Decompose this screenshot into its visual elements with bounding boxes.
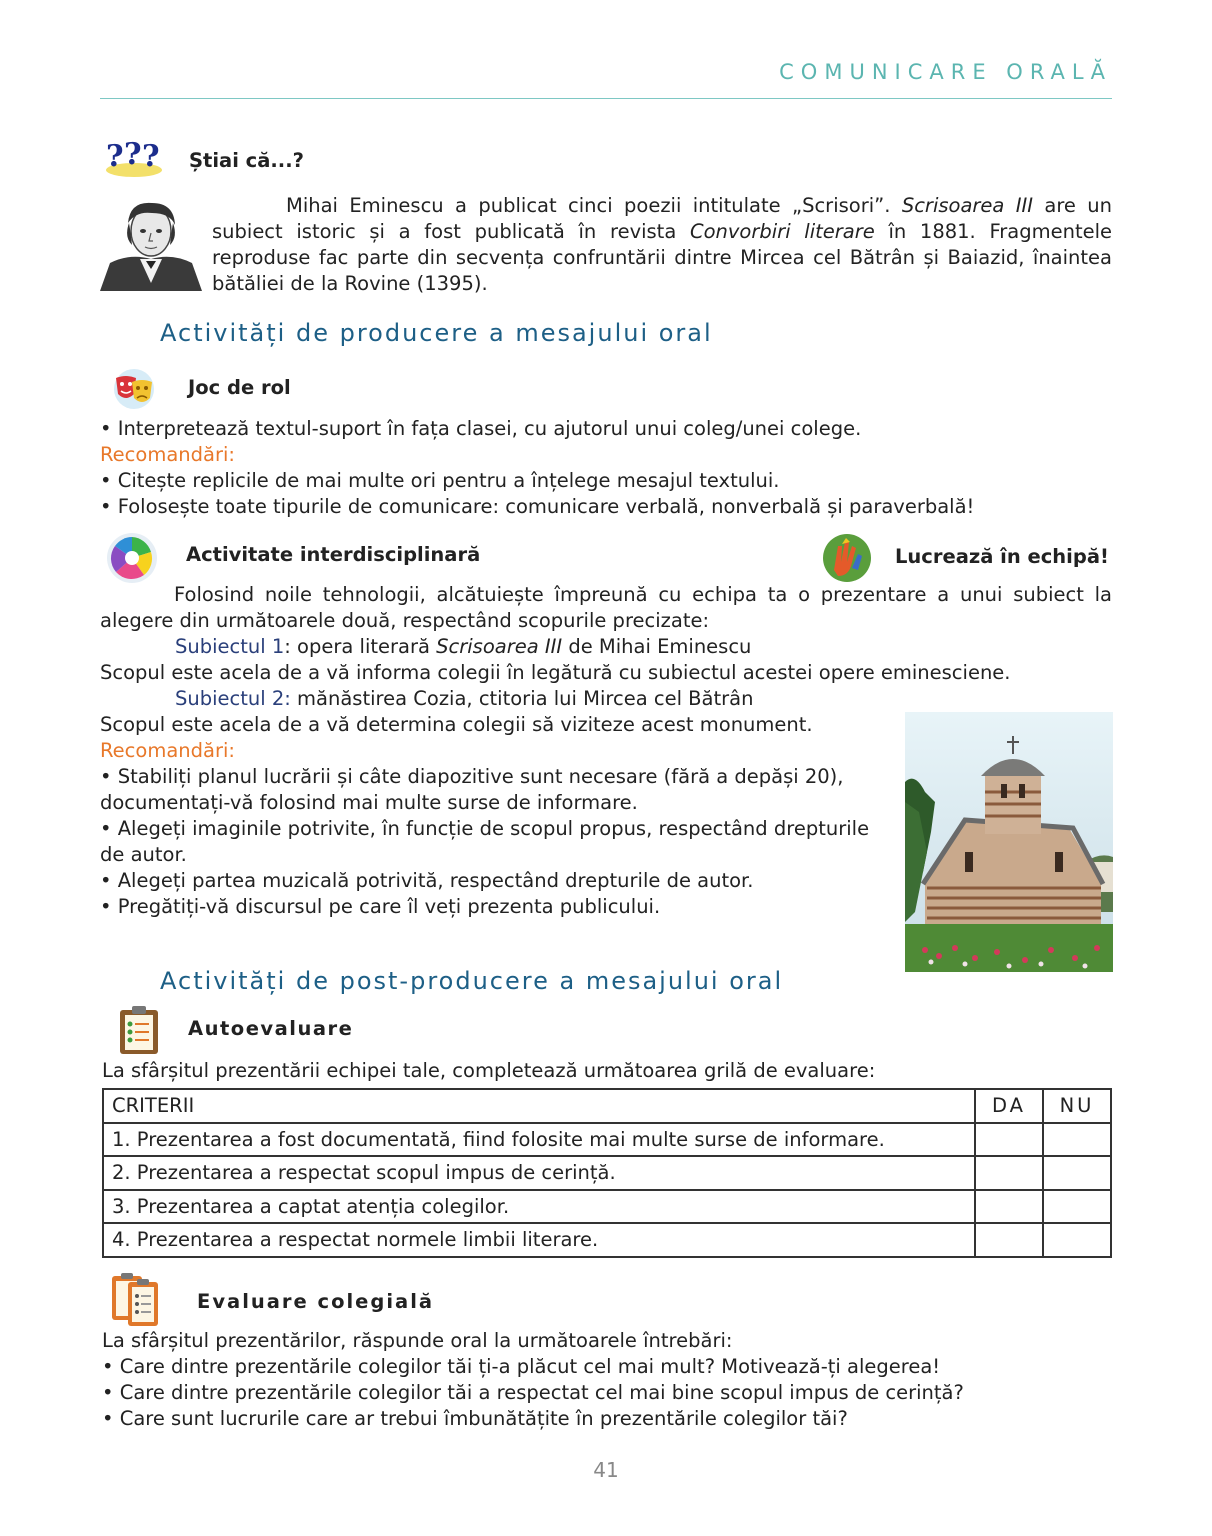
interdisciplinary-title: Activitate interdisciplinară <box>186 543 481 566</box>
table-header-criteria: CRITERII <box>103 1089 975 1123</box>
clipboard-checklist-icon <box>118 1004 160 1056</box>
criterion-cell: 3. Prezentarea a captat atenția colegilor. <box>103 1190 975 1224</box>
theatre-masks-icon <box>110 368 158 410</box>
interdisciplinary-recommendations <box>100 712 895 920</box>
joc-bullet: • Interpretează textul-suport în fața clasei, cu ajutorul unui coleg/unei colege. <box>100 417 862 440</box>
svg-text:?: ? <box>142 139 160 174</box>
da-checkbox-cell[interactable] <box>975 1123 1043 1157</box>
autoevaluare-title: Autoevaluare <box>188 1017 354 1040</box>
list-item: • Pregătiți-vă discursul pe care îl veți prezenta publicului. <box>100 895 661 918</box>
evaluare-colegiala-title: Evaluare colegială <box>197 1290 435 1313</box>
table-header-da: DA <box>975 1089 1043 1123</box>
stiai-paragraph: Mihai Eminescu a publicat cinci poezii intitulate „Scrisori”. Scrisoarea III are un subiect istoric și a fost publicată în revista Convorbiri literare în 1881. Fragmentele reproduse fac parte din secvența confruntării dintre Mircea cel Bătrân și Baiazid, înaintea bătăliei de la Rovine (1395). <box>212 194 1113 295</box>
page-number: 41 <box>593 1458 619 1482</box>
table-row <box>103 1223 1111 1257</box>
nu-checkbox-cell[interactable] <box>1043 1223 1111 1257</box>
subject-1: Subiectul 1: opera literară Scrisoarea III de Mihai Eminescu <box>175 635 752 658</box>
criterion-cell: 2. Prezentarea a respectat scopul impus de cerință. <box>103 1156 975 1190</box>
joc-de-rol-title: Joc de rol <box>188 376 291 399</box>
nu-checkbox-cell[interactable] <box>1043 1156 1111 1190</box>
evaluation-grid <box>102 1088 1112 1258</box>
list-item: • Citește replicile de mai multe ori pentru a înțelege mesajul textului. <box>100 469 780 492</box>
table-row <box>103 1156 1111 1190</box>
recommendations-label: Recomandări: <box>100 739 235 762</box>
criterion-cell: 4. Prezentarea a respectat normele limbii literare. <box>103 1223 975 1257</box>
recommendations-label: Recomandări: <box>100 443 235 466</box>
team-work-title: Lucrează în echipă! <box>895 545 1109 568</box>
section-title-producere: Activități de producere a mesajului oral <box>160 319 713 347</box>
list-item: • Care dintre prezentările colegilor tăi a respectat cel mai bine scopul impus de cerință? <box>102 1381 964 1404</box>
table-row <box>103 1190 1111 1224</box>
colegiala-intro: La sfârșitul prezentărilor, răspunde oral la următoarele întrebări: <box>102 1329 733 1352</box>
da-checkbox-cell[interactable] <box>975 1156 1043 1190</box>
evaluare-colegiala-block <box>102 1328 1112 1432</box>
header-divider <box>100 98 1112 99</box>
double-clipboard-icon <box>110 1272 162 1328</box>
nu-checkbox-cell[interactable] <box>1043 1123 1111 1157</box>
intro-paragraph: Folosind noile tehnologii, alcătuiește împreună cu echipa ta o prezentare a unui subiect la alegere din următoarele două, respectând scopurile precizate: <box>100 583 1112 632</box>
list-item: • Alegeți partea muzicală potrivită, respectând drepturile de autor. <box>100 869 754 892</box>
criterion-cell: 1. Prezentarea a fost documentată, fiind folosite mai multe surse de informare. <box>103 1123 975 1157</box>
question-marks-icon <box>104 134 164 178</box>
svg-text:?: ? <box>124 137 142 172</box>
subject-1-scope: Scopul este acela de a vă informa colegii în legătură cu subiectul acestei opere eminesciene. <box>100 661 1011 684</box>
subject-2: Subiectul 2: mănăstirea Cozia, ctitoria lui Mircea cel Bătrân <box>175 687 754 710</box>
section-title-post-producere: Activități de post-producere a mesajului oral <box>160 967 784 995</box>
running-header: COMUNICARE ORALĂ <box>779 60 1112 84</box>
subject-2-scope: Scopul este acela de a vă determina colegii să viziteze acest monument. <box>100 713 813 736</box>
da-checkbox-cell[interactable] <box>975 1223 1043 1257</box>
list-item: • Care dintre prezentările colegilor tăi ți-a plăcut cel mai mult? Motivează-ți alegerea! <box>102 1355 941 1378</box>
interdisciplinary-intro <box>100 582 1112 712</box>
list-item: • Care sunt lucrurile care ar trebui îmbunătățite în prezentările colegilor tăi? <box>102 1407 848 1430</box>
nu-checkbox-cell[interactable] <box>1043 1190 1111 1224</box>
autoevaluare-intro: La sfârșitul prezentării echipei tale, completează următoarea grilă de evaluare: <box>102 1059 876 1082</box>
list-item: • Stabiliți planul lucrării și câte diapozitive sunt necesare (fără a depăși 20), documentați-vă folosind mai multe surse de informare. <box>100 765 844 814</box>
stiai-title: Știai că...? <box>189 149 304 172</box>
list-item: • Folosește toate tipurile de comunicare: comunicare verbală, nonverbală și paraverbală! <box>100 495 975 518</box>
cozia-monastery-photo <box>905 712 1113 972</box>
list-item: • Alegeți imaginile potrivite, în funcție de scopul propus, respectând drepturile de autor. <box>100 817 870 866</box>
joc-de-rol-block <box>100 416 1112 520</box>
table-row <box>103 1123 1111 1157</box>
da-checkbox-cell[interactable] <box>975 1190 1043 1224</box>
table-header-nu: NU <box>1043 1089 1111 1123</box>
svg-text:?: ? <box>106 139 124 174</box>
team-hands-icon <box>822 532 872 584</box>
table-header-row <box>103 1089 1111 1123</box>
color-wheel-icon <box>106 532 158 584</box>
eminescu-portrait <box>100 193 202 291</box>
